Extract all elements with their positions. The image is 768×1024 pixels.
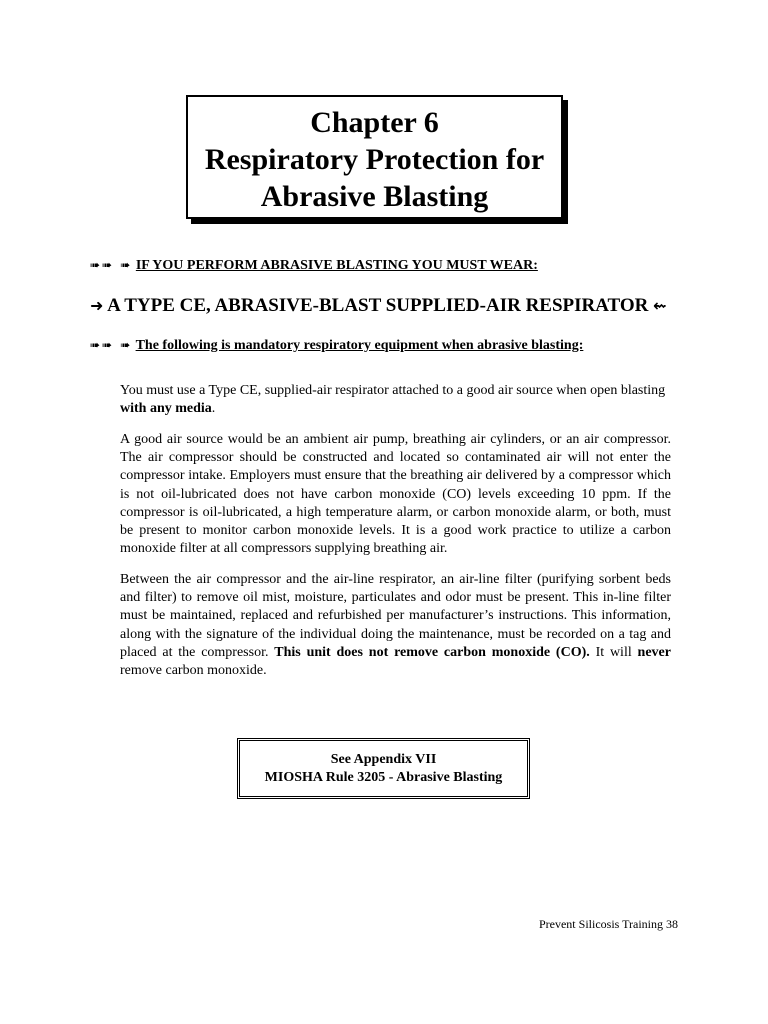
paragraph-1-text: You must use a Type CE, supplied-air respirator attached to a good air source when open blasting: [120, 383, 666, 398]
paragraph-3-bold: This unit does not remove carbon monoxide (CO).: [274, 644, 590, 660]
paragraph-2: A good air source would be an ambient air pump, breathing air cylinders, or an air compressor. The air compressor should be constructed and located so contaminated air will not enter the compressor intake. Employers must ensure that the breathing air delivered by a compressor which is not oil-lubricated does not have carbon monoxide (CO) levels exceeding 10 ppm. If the compressor is oil-lubricated, a high temperature alarm, or carbon monoxide alarm, or both, must be present to monitor carbon monoxide levels. It is a good work practice to utilize a carbon monoxide filter at all compressors supplying breathing air.: [120, 432, 671, 557]
paragraph-1-end: .: [211, 401, 216, 417]
paragraph-3-never: never: [637, 644, 671, 660]
paragraph-3: [120, 571, 671, 680]
chapter-title-line2: Abrasive Blasting: [260, 180, 489, 213]
chapter-number: Chapter 6: [310, 106, 439, 139]
paragraph-1-bold: with any media: [120, 401, 212, 417]
respirator-requirement: [90, 295, 667, 317]
arrow-right-icon: ➜: [90, 296, 104, 315]
appendix-reference-line1: See Appendix VII: [330, 752, 437, 767]
arrow-left-icon: ⇜: [653, 296, 667, 315]
must-wear-text: IF YOU PERFORM ABRASIVE BLASTING YOU MUST WEAR:: [135, 258, 538, 273]
arrow-right-icon: ➠➠ ➠: [90, 338, 133, 352]
respirator-text: A TYPE CE, ABRASIVE-BLAST SUPPLIED-AIR RESPIRATOR: [103, 295, 654, 316]
mandatory-text: The following is mandatory respiratory equipment when abrasive blasting:: [135, 338, 584, 353]
mandatory-notice: [90, 338, 583, 354]
must-wear-notice: [90, 258, 538, 274]
chapter-title-box: [186, 95, 563, 219]
paragraph-1: [120, 382, 671, 418]
page-footer: Prevent Silicosis Training 38: [538, 917, 678, 931]
arrow-right-icon: ➠➠ ➠: [90, 258, 133, 272]
appendix-reference-box: [237, 738, 530, 799]
paragraph-3-mid: It will: [589, 644, 638, 660]
paragraph-3-text: Between the air compressor and the air-line respirator, an air-line filter (purifying sorbent beds and filter) to remove oil mist, moisture, particulates and odor must be present. This in-line filter must be maintained, replaced and refurbished per manufacturer’s instructions. This information, along with the signature of the individual doing the maintenance, must be recorded on a tag and placed at the compressor.: [120, 572, 671, 660]
appendix-reference-line2: MIOSHA Rule 3205 - Abrasive Blasting: [264, 770, 503, 785]
chapter-title-line1: Respiratory Protection for: [204, 143, 545, 176]
paragraph-3-end: remove carbon monoxide.: [120, 663, 267, 679]
